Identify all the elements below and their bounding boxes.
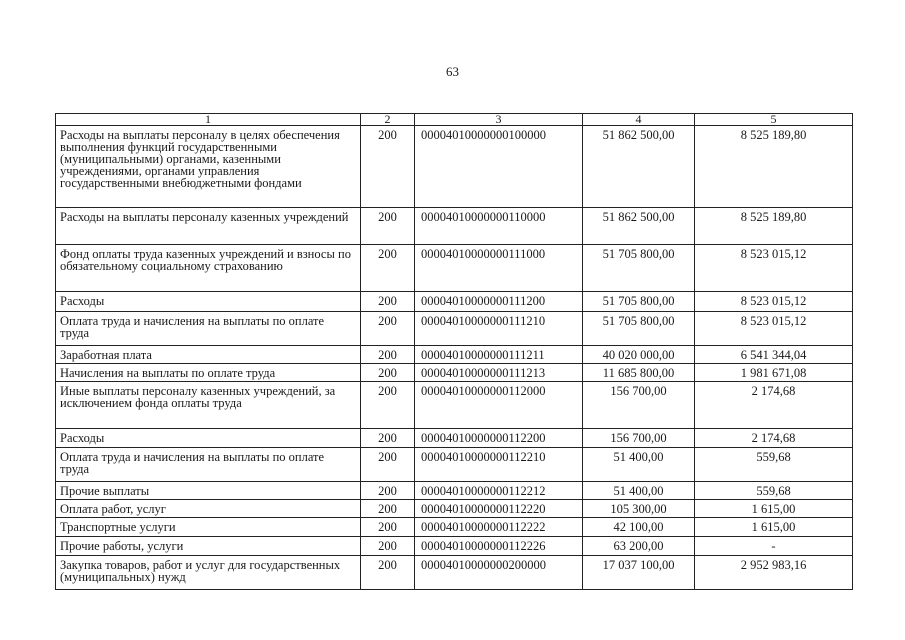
row-code: 200 [361,500,415,518]
row-fact: - [695,537,853,556]
row-fact: 2 952 983,16 [695,556,853,590]
page-number: 63 [446,64,459,79]
row-plan: 51 862 500,00 [583,126,695,208]
row-plan: 11 685 800,00 [583,364,695,382]
row-name: Иные выплаты персоналу казенных учреждений, за исключением фонда оплаты труда [56,382,361,429]
row-fact: 6 541 344,04 [695,346,853,364]
row-fact: 8 523 015,12 [695,312,853,346]
row-kbk: 00004010000000112220 [415,500,583,518]
row-fact: 559,68 [695,448,853,482]
row-fact: 8 523 015,12 [695,292,853,312]
row-kbk: 00004010000000112212 [415,482,583,500]
row-plan: 40 020 000,00 [583,346,695,364]
table-row [56,518,853,537]
row-plan: 156 700,00 [583,382,695,429]
row-fact: 8 523 015,12 [695,245,853,292]
row-kbk: 00004010000000111200 [415,292,583,312]
row-code: 200 [361,518,415,537]
row-kbk: 00004010000000111213 [415,364,583,382]
row-code: 200 [361,364,415,382]
row-kbk: 00004010000000112210 [415,448,583,482]
row-name: Расходы на выплаты персоналу казенных учреждений [56,208,361,245]
row-fact: 8 525 189,80 [695,126,853,208]
row-code: 200 [361,537,415,556]
row-name: Транспортные услуги [56,518,361,537]
row-code: 200 [361,556,415,590]
row-name: Прочие работы, услуги [56,537,361,556]
table-header-row [56,114,853,126]
row-fact: 559,68 [695,482,853,500]
row-code: 200 [361,448,415,482]
row-code: 200 [361,482,415,500]
row-name: Прочие выплаты [56,482,361,500]
row-fact: 1 615,00 [695,518,853,537]
row-fact: 1 981 671,08 [695,364,853,382]
row-code: 200 [361,208,415,245]
row-kbk: 00004010000000110000 [415,208,583,245]
row-plan: 42 100,00 [583,518,695,537]
table-row [56,482,853,500]
column-header: 3 [415,114,583,126]
row-fact: 1 615,00 [695,500,853,518]
table-row [56,429,853,448]
row-name: Расходы [56,429,361,448]
row-kbk: 00004010000000112000 [415,382,583,429]
column-header: 5 [695,114,853,126]
row-kbk: 00004010000000112222 [415,518,583,537]
table-row [56,448,853,482]
row-plan: 51 705 800,00 [583,292,695,312]
row-plan: 51 705 800,00 [583,312,695,346]
row-kbk: 00004010000000200000 [415,556,583,590]
row-kbk: 00004010000000111211 [415,346,583,364]
row-name: Закупка товаров, работ и услуг для государственных (муниципальных) нужд [56,556,361,590]
row-fact: 2 174,68 [695,382,853,429]
row-kbk: 00004010000000111000 [415,245,583,292]
table-row [56,208,853,245]
row-plan: 51 705 800,00 [583,245,695,292]
row-code: 200 [361,245,415,292]
row-name: Расходы [56,292,361,312]
column-header: 2 [361,114,415,126]
table-row [56,346,853,364]
table-row [56,382,853,429]
row-code: 200 [361,126,415,208]
table-row [56,292,853,312]
row-name: Оплата труда и начисления на выплаты по оплате труда [56,448,361,482]
row-plan: 51 862 500,00 [583,208,695,245]
row-fact: 2 174,68 [695,429,853,448]
table-row [56,245,853,292]
row-kbk: 00004010000000100000 [415,126,583,208]
row-plan: 63 200,00 [583,537,695,556]
row-kbk: 00004010000000112200 [415,429,583,448]
column-header: 1 [56,114,361,126]
row-kbk: 00004010000000111210 [415,312,583,346]
row-name: Оплата работ, услуг [56,500,361,518]
row-name: Начисления на выплаты по оплате труда [56,364,361,382]
row-code: 200 [361,429,415,448]
row-plan: 51 400,00 [583,448,695,482]
table-row [56,500,853,518]
row-name: Оплата труда и начисления на выплаты по оплате труда [56,312,361,346]
column-header: 4 [583,114,695,126]
row-code: 200 [361,312,415,346]
row-plan: 105 300,00 [583,500,695,518]
row-plan: 17 037 100,00 [583,556,695,590]
budget-table [55,113,853,590]
row-fact: 8 525 189,80 [695,208,853,245]
row-plan: 51 400,00 [583,482,695,500]
table-row [56,556,853,590]
table-row [56,312,853,346]
table-row [56,126,853,208]
row-name: Фонд оплаты труда казенных учреждений и взносы по обязательному социальному страхованию [56,245,361,292]
table-row [56,364,853,382]
row-plan: 156 700,00 [583,429,695,448]
row-code: 200 [361,382,415,429]
row-name: Расходы на выплаты персоналу в целях обеспечения выполнения функций государственными (муниципальными) органами, казенными учреждениями, органами управления государственными внебюджетными фондами [56,126,361,208]
table-row [56,537,853,556]
row-code: 200 [361,292,415,312]
row-kbk: 00004010000000112226 [415,537,583,556]
row-name: Заработная плата [56,346,361,364]
row-code: 200 [361,346,415,364]
